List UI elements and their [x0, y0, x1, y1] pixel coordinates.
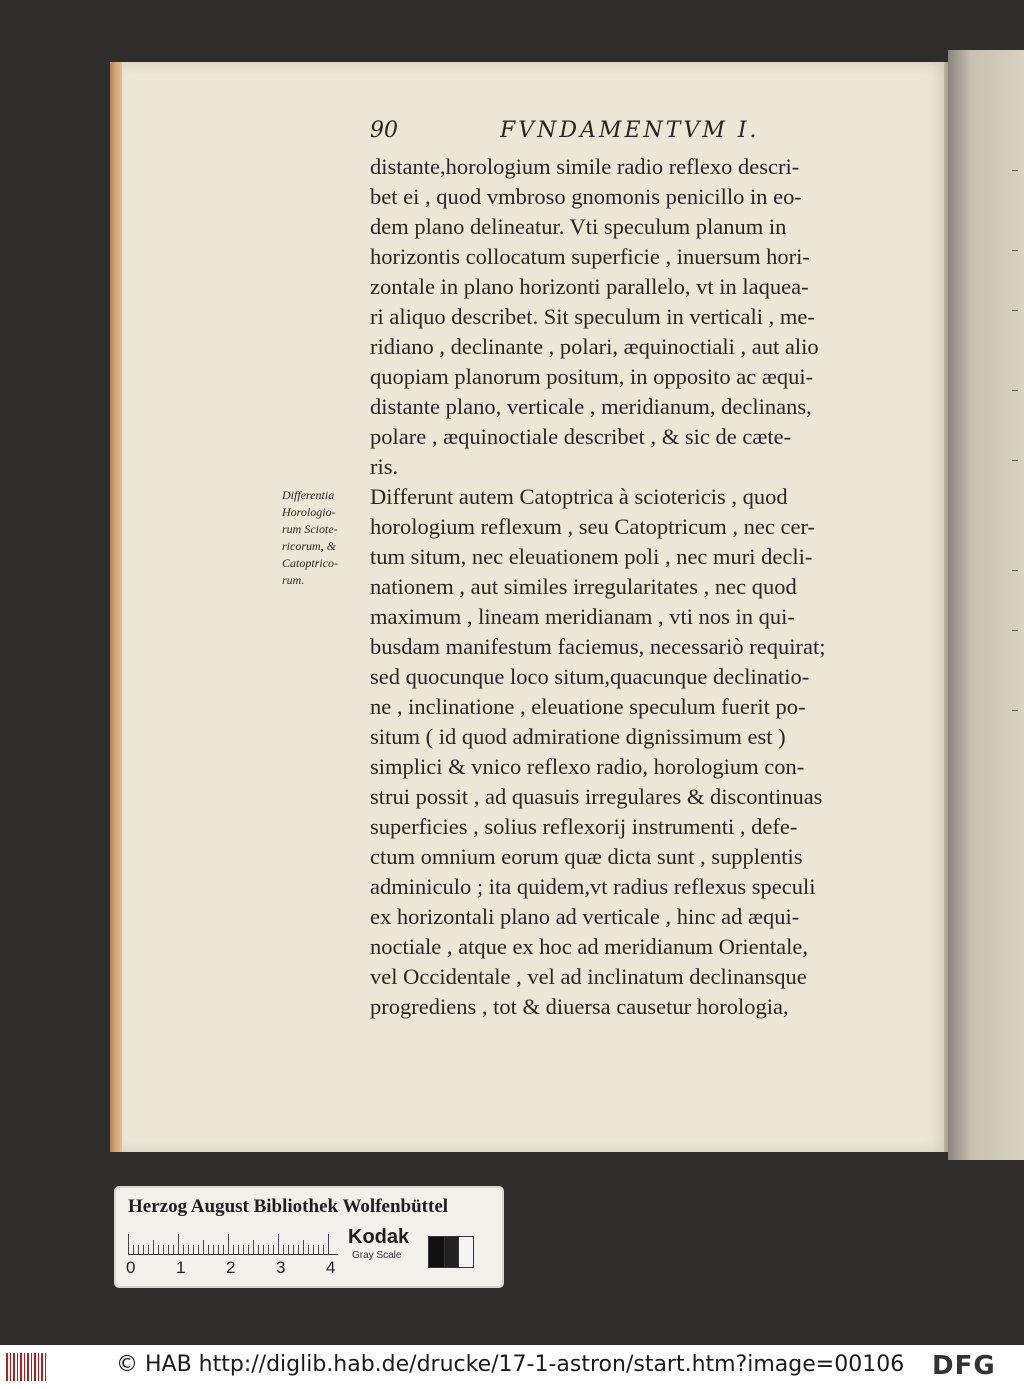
body-line: sed quocunque loco situm,quacunque declinatio- — [370, 664, 810, 689]
ruler-tick — [178, 1234, 179, 1254]
ruler-tick — [163, 1245, 164, 1254]
ruler-tick — [213, 1245, 214, 1254]
ruler-tick — [188, 1245, 189, 1254]
body-line: noctiale , atque ex hoc ad meridianum Orientale, — [370, 934, 808, 959]
body-line: horologium reflexum , seu Catoptricum , nec cer- — [370, 514, 816, 539]
ruler-number: 4 — [326, 1258, 336, 1277]
ruler-number: 0 — [126, 1258, 136, 1277]
body-line: ris. — [370, 454, 399, 479]
margin-note-line: rum Sciote- — [282, 522, 338, 536]
gray-swatch-white — [458, 1236, 474, 1268]
ruler-tick — [278, 1234, 279, 1254]
body-line: bet ei , quod vmbroso gnomonis penicillo in eo- — [370, 184, 802, 209]
body-line: ex horizontali plano ad verticale , hinc ad æqui- — [370, 904, 800, 929]
ruler-tick — [218, 1245, 219, 1254]
ruler-tick — [173, 1245, 174, 1254]
dfg-logo: DFG — [932, 1351, 996, 1381]
ruler-tick — [313, 1245, 314, 1254]
margin-note-line: ricorum, & — [282, 539, 336, 553]
ruler-tick — [223, 1245, 224, 1254]
body-line: tum situm, nec eleuationem poli , nec muri decli- — [370, 544, 813, 569]
facing-page-edge — [948, 50, 1024, 1160]
ruler-tick — [128, 1234, 129, 1254]
ruler-tick — [183, 1245, 184, 1254]
margin-note-line: Differentia — [282, 488, 335, 502]
body-line: distante plano, verticale , meridianum, declinans, — [370, 394, 812, 419]
body-line: polare , æquinoctiale describet , & sic de cæte- — [370, 424, 792, 449]
ruler-tick — [133, 1245, 134, 1254]
body-line: busdam manifestum faciemus, necessariò requirat; — [370, 634, 826, 659]
page-number: 90 — [370, 118, 398, 143]
footer-bar — [0, 1345, 1024, 1389]
ruler-numbers — [126, 1258, 356, 1280]
body-line: horizontis collocatum superficie , inuersum hori- — [370, 244, 810, 269]
running-title: FVNDAMENTVM I. — [500, 118, 760, 143]
ruler-tick — [318, 1245, 319, 1254]
body-line: Differunt autem Catoptrica à sciotericis , quod — [370, 484, 788, 509]
body-line: progrediens , tot & diuersa causetur horologia, — [370, 994, 789, 1019]
margin-note-line: Catoptrico- — [282, 556, 338, 570]
barcode-icon — [6, 1353, 48, 1381]
ruler-tick — [298, 1245, 299, 1254]
ruler-tick — [258, 1245, 259, 1254]
library-name: Herzog August Bibliothek Wolfenbüttel — [128, 1196, 449, 1217]
ruler-tick — [228, 1234, 229, 1254]
kodak-brand: Kodak — [348, 1226, 410, 1248]
body-line: quopiam planorum positum, in opposito ac æqui- — [370, 364, 814, 389]
margin-note-line: Horologio- — [282, 505, 336, 519]
body-line: nationem , aut similes irregularitates , nec quod — [370, 574, 797, 599]
body-line: maximum , lineam meridianam , vti nos in qui- — [370, 604, 795, 629]
ruler-tick — [193, 1245, 194, 1254]
ruler-tick — [293, 1245, 294, 1254]
ruler-tick — [233, 1245, 234, 1254]
ruler-tick — [148, 1245, 149, 1254]
ruler-tick — [308, 1245, 309, 1254]
ruler-tick — [248, 1245, 249, 1254]
ruler-tick — [328, 1234, 329, 1254]
body-line: dem plano delineatur. Vti speculum planum in — [370, 214, 787, 239]
body-line: adminiculo ; ita quidem,vt radius reflexus speculi — [370, 874, 816, 899]
ruler-tick — [138, 1245, 139, 1254]
body-text — [370, 152, 890, 1022]
ruler-number: 1 — [176, 1258, 186, 1277]
ruler-tick — [243, 1245, 244, 1254]
ruler-tick — [153, 1240, 154, 1254]
ruler-tick — [253, 1240, 254, 1254]
library-tag — [116, 1188, 502, 1286]
ruler-tick — [143, 1245, 144, 1254]
ruler-tick — [303, 1240, 304, 1254]
ruler-number: 2 — [226, 1258, 236, 1277]
body-line: situm ( id quod admiratione dignissimum est ) — [370, 724, 786, 749]
ruler-tick — [208, 1245, 209, 1254]
ruler-tick — [323, 1245, 324, 1254]
page-header — [370, 118, 890, 152]
margin-note — [282, 487, 377, 589]
ruler-tick — [238, 1245, 239, 1254]
ruler-scale — [128, 1232, 338, 1255]
body-line: ri aliquo describet. Sit speculum in verticali , me- — [370, 304, 815, 329]
body-line: zontale in plano horizonti parallelo, vt in laquea- — [370, 274, 809, 299]
ruler-tick — [283, 1245, 284, 1254]
ruler-number: 3 — [276, 1258, 286, 1277]
ruler-tick — [288, 1245, 289, 1254]
ruler-tick — [168, 1245, 169, 1254]
body-line: vel Occidentale , vel ad inclinatum declinansque — [370, 964, 807, 989]
copyright-text: © HAB http://diglib.hab.de/drucke/17-1-astron/start.htm?image=00106 — [116, 1352, 905, 1377]
gray-scale-label: Gray Scale — [352, 1250, 402, 1261]
body-line: ridiano , declinante , polari, æquinoctiali , aut alio — [370, 334, 819, 359]
body-line: ne , inclinatione , eleuatione speculum fuerit po- — [370, 694, 806, 719]
margin-note-line: rum. — [282, 573, 305, 587]
ruler-tick — [263, 1245, 264, 1254]
body-line: strui possit , ad quasuis irregulares & discontinuas — [370, 784, 823, 809]
body-line: superficies , solius reflexorij instrumenti , defe- — [370, 814, 798, 839]
ruler-tick — [273, 1245, 274, 1254]
ruler-tick — [268, 1245, 269, 1254]
ruler-tick — [198, 1245, 199, 1254]
ruler-tick — [158, 1245, 159, 1254]
body-line: distante,horologium simile radio reflexo descri- — [370, 154, 800, 179]
ruler-tick — [203, 1240, 204, 1254]
body-line: ctum omnium eorum quæ dicta sunt , supplentis — [370, 844, 803, 869]
body-line: simplici & vnico reflexo radio, horologium con- — [370, 754, 805, 779]
